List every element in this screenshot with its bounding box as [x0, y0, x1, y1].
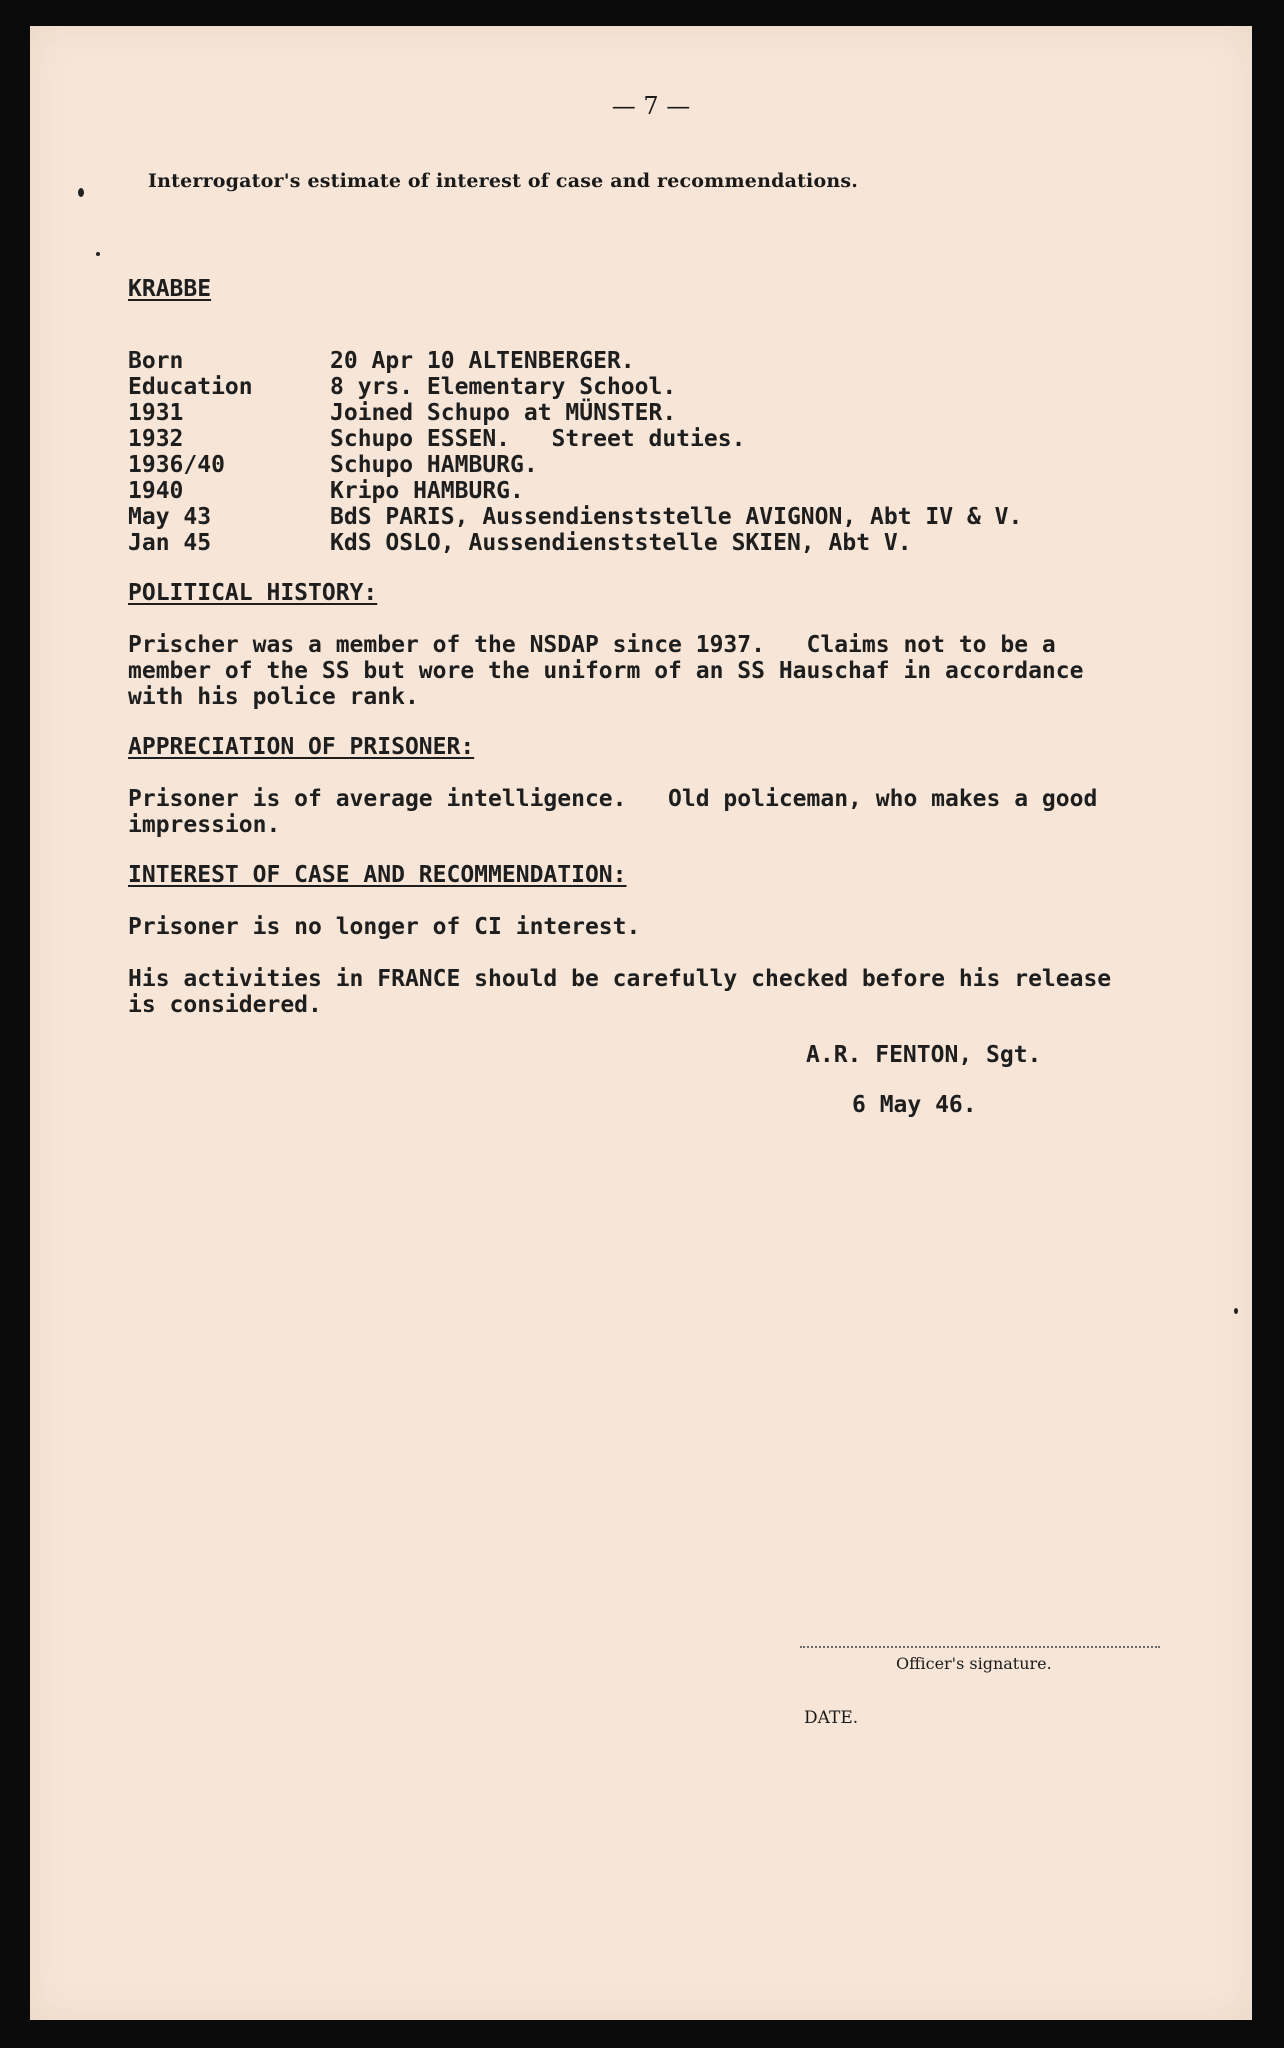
document-page: [30, 26, 1252, 2020]
ink-speck: [78, 188, 84, 197]
signature-date: 6 May 46.: [852, 1092, 977, 1118]
ink-speck: [96, 252, 100, 256]
biography-value: 8 yrs. Elementary School.: [330, 374, 677, 400]
interest-heading: INTEREST OF CASE AND RECOMMENDATION:: [128, 862, 627, 888]
ink-speck: [1234, 1308, 1238, 1314]
biography-value: 20 Apr 10 ALTENBERGER.: [330, 348, 635, 374]
biography-row: [128, 530, 1022, 556]
biography-value: Schupo HAMBURG.: [330, 452, 538, 478]
biography-row: [128, 478, 1022, 504]
biography-row: [128, 452, 1022, 478]
biography-key: Education: [128, 374, 253, 400]
appreciation-text: Prisoner is of average intelligence. Old policeman, who makes a good impression.: [128, 786, 1098, 838]
officer-signature-label: Officer's signature.: [896, 1654, 1052, 1673]
form-heading: Interrogator's estimate of interest of case and recommendations.: [148, 170, 859, 192]
biography-key: Born: [128, 348, 184, 374]
biography-key: 1931: [128, 400, 184, 426]
biography-row: [128, 348, 1022, 374]
biography-value: Joined Schupo at MÜNSTER.: [330, 400, 677, 426]
signature-name: A.R. FENTON, Sgt.: [806, 1042, 1042, 1068]
biography-key: 1932: [128, 426, 184, 452]
biography-key: May 43: [128, 504, 212, 530]
biography-table: [128, 348, 1022, 556]
page-number: — 7 —: [611, 92, 691, 120]
biography-value: BdS PARIS, Aussendienststelle AVIGNON, Abt IV & V.: [330, 504, 1023, 530]
political-history-text: Prischer was a member of the NSDAP since 1937. Claims not to be a member of the SS but wore the uniform of an SS Hauschaf in accordance with his police rank.: [128, 632, 1084, 710]
appreciation-heading: APPRECIATION OF PRISONER:: [128, 734, 475, 760]
political-history-heading: POLITICAL HISTORY:: [128, 580, 378, 606]
biography-row: [128, 504, 1022, 530]
date-label: DATE.: [804, 1708, 859, 1728]
biography-key: 1940: [128, 478, 184, 504]
biography-key: Jan 45: [128, 530, 212, 556]
biography-row: [128, 374, 1022, 400]
subject-name: KRABBE: [128, 276, 212, 302]
biography-value: KdS OSLO, Aussendienststelle SKIEN, Abt V.: [330, 530, 912, 556]
biography-value: Kripo HAMBURG.: [330, 478, 524, 504]
signature-line: [800, 1646, 1160, 1648]
interest-text-2: His activities in FRANCE should be carefully checked before his release is considered.: [128, 966, 1112, 1018]
biography-value: Schupo ESSEN. Street duties.: [330, 426, 746, 452]
biography-row: [128, 400, 1022, 426]
biography-row: [128, 426, 1022, 452]
interest-text-1: Prisoner is no longer of CI interest.: [128, 914, 641, 940]
biography-key: 1936/40: [128, 452, 225, 478]
